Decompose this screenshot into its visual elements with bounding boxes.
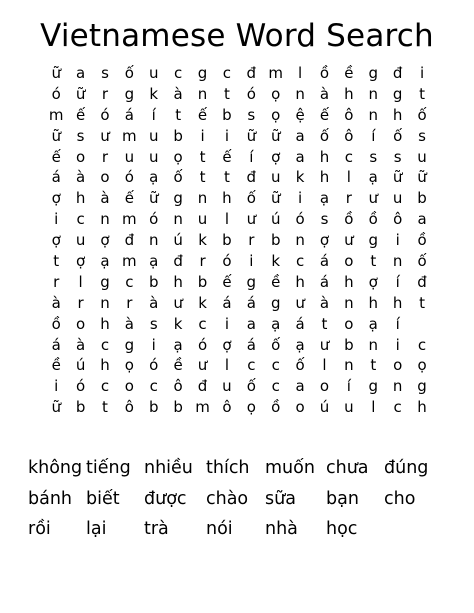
grid-cell[interactable]: s	[101, 64, 109, 82]
grid-cell[interactable]: ó	[100, 105, 110, 124]
grid-cell[interactable]: i	[224, 314, 230, 333]
grid-cell[interactable]: o	[100, 168, 110, 187]
grid-cell[interactable]: ạ	[319, 189, 330, 208]
grid-cell[interactable]: n	[295, 231, 305, 250]
grid-cell[interactable]: á	[246, 335, 256, 354]
grid-cell[interactable]: à	[149, 293, 159, 312]
grid-cell[interactable]: t	[102, 398, 108, 417]
grid-cell[interactable]: l	[346, 168, 351, 187]
grid-cell[interactable]: ó	[197, 335, 208, 354]
word-list-item: đúng	[384, 458, 429, 478]
grid-cell[interactable]: n	[295, 84, 305, 103]
grid-cell[interactable]: g	[368, 377, 379, 396]
word-list-item: nói	[206, 519, 233, 539]
grid-cell[interactable]: t	[321, 314, 328, 333]
grid-cell[interactable]: i	[54, 210, 59, 229]
grid-cell[interactable]: h	[295, 272, 305, 291]
grid-cell[interactable]: ồ	[271, 398, 281, 417]
grid-cell[interactable]: c	[149, 377, 158, 396]
grid-cell[interactable]: c	[393, 398, 402, 417]
grid-cell[interactable]: g	[368, 231, 379, 250]
grid-cell[interactable]: ô	[124, 398, 134, 417]
grid-cell[interactable]: ố	[124, 64, 134, 82]
grid-cell[interactable]: r	[53, 272, 60, 291]
grid-cell[interactable]: u	[124, 147, 135, 166]
grid-cell[interactable]: ạ	[100, 252, 110, 271]
grid-cell[interactable]: h	[173, 272, 183, 291]
grid-cell[interactable]: b	[173, 126, 183, 145]
grid-cell[interactable]: n	[100, 293, 110, 312]
grid-cell[interactable]: k	[198, 231, 207, 250]
grid-cell[interactable]: r	[248, 231, 255, 250]
grid-cell[interactable]: h	[100, 356, 110, 375]
grid-cell[interactable]: l	[298, 64, 303, 82]
grid-cell[interactable]: ợ	[271, 147, 281, 166]
grid-cell[interactable]: ó	[75, 377, 86, 396]
grid-cell[interactable]: t	[419, 84, 425, 103]
grid-cell[interactable]: i	[151, 335, 156, 354]
grid-cell[interactable]: c	[247, 356, 256, 375]
grid-cell[interactable]: t	[199, 147, 206, 166]
grid-cell[interactable]: o	[393, 356, 403, 375]
grid-cell[interactable]: đ	[173, 252, 183, 271]
grid-cell[interactable]: ô	[173, 377, 183, 396]
grid-cell[interactable]: ó	[222, 252, 232, 271]
grid-cell[interactable]: ữ	[51, 64, 61, 82]
grid-cell[interactable]: i	[224, 126, 230, 145]
grid-cell[interactable]: ế	[51, 147, 61, 166]
grid-cell[interactable]: ế	[124, 189, 134, 208]
grid-cell[interactable]: k	[149, 84, 159, 103]
grid-cell[interactable]: r	[77, 293, 84, 312]
grid-cell[interactable]: u	[149, 126, 159, 145]
word-list-item: bạn	[326, 488, 359, 509]
grid-cell[interactable]: ữ	[270, 189, 281, 208]
grid-cell[interactable]: g	[392, 84, 403, 103]
grid-cell[interactable]: ề	[51, 356, 61, 375]
grid-cell[interactable]: á	[124, 105, 134, 124]
grid-cell[interactable]: ọ	[271, 84, 281, 103]
grid-cell[interactable]: ô	[222, 398, 232, 417]
grid-cell[interactable]: ạ	[368, 168, 378, 187]
grid-cell[interactable]: ư	[368, 189, 379, 208]
grid-cell[interactable]: n	[368, 105, 379, 124]
grid-cell[interactable]: u	[344, 398, 354, 417]
grid-cell[interactable]: t	[53, 252, 60, 271]
grid-cell[interactable]: a	[295, 377, 305, 396]
grid-cell[interactable]: ư	[319, 335, 330, 354]
grid-cell[interactable]: n	[100, 210, 110, 229]
grid-cell[interactable]: á	[222, 293, 232, 312]
grid-cell[interactable]: h	[417, 398, 427, 417]
grid-cell[interactable]: à	[75, 335, 86, 354]
grid-cell[interactable]: g	[173, 189, 183, 208]
grid-cell[interactable]: t	[370, 252, 377, 271]
grid-cell[interactable]: h	[100, 314, 110, 333]
grid-cell[interactable]: ố	[246, 189, 256, 208]
word-list-item: nhà	[265, 519, 298, 539]
grid-cell[interactable]: n	[392, 252, 403, 271]
grid-cell[interactable]: g	[368, 64, 379, 82]
grid-cell[interactable]: ô	[344, 126, 354, 145]
grid-cell[interactable]: đ	[246, 168, 257, 187]
grid-cell[interactable]: ồ	[344, 210, 354, 229]
grid-cell[interactable]: s	[247, 105, 256, 124]
grid-cell[interactable]: ó	[295, 210, 305, 229]
grid-cell[interactable]: u	[417, 147, 427, 166]
grid-cell[interactable]: g	[246, 272, 257, 291]
grid-cell[interactable]: h	[319, 147, 330, 166]
grid-cell[interactable]: t	[370, 356, 377, 375]
grid-cell[interactable]: g	[124, 84, 135, 103]
grid-cell[interactable]: á	[319, 272, 330, 291]
grid-cell[interactable]: u	[149, 64, 159, 82]
grid-cell[interactable]: i	[249, 252, 254, 271]
grid-cell[interactable]: c	[417, 335, 427, 354]
grid-cell[interactable]: c	[295, 252, 305, 271]
grid-cell[interactable]: í	[249, 147, 254, 166]
grid-cell[interactable]: ế	[222, 272, 232, 291]
grid-cell[interactable]: u	[75, 231, 86, 250]
grid-cell[interactable]: c	[100, 335, 110, 354]
grid-cell[interactable]: i	[419, 64, 425, 82]
letter-grid	[44, 63, 434, 418]
grid-cell[interactable]: b	[417, 189, 427, 208]
grid-cell[interactable]: à	[319, 293, 330, 312]
grid-cell[interactable]: b	[197, 272, 208, 291]
grid-cell[interactable]: o	[75, 314, 86, 333]
grid-cell[interactable]: n	[344, 356, 354, 375]
grid-cell[interactable]: m	[268, 64, 284, 82]
grid-cell[interactable]: c	[125, 272, 134, 291]
grid-cell[interactable]: k	[173, 314, 183, 333]
grid-cell[interactable]: g	[270, 293, 281, 312]
grid-cell[interactable]: n	[197, 84, 208, 103]
grid-cell[interactable]: ó	[124, 168, 134, 187]
grid-cell[interactable]: ạ	[295, 335, 305, 354]
grid-cell[interactable]: ạ	[271, 314, 281, 333]
grid-cell[interactable]: n	[344, 293, 354, 312]
grid-cell[interactable]: a	[295, 126, 305, 145]
grid-cell[interactable]: ư	[197, 356, 208, 375]
word-list-item: không	[28, 458, 83, 478]
grid-cell[interactable]: t	[419, 293, 425, 312]
grid-cell[interactable]: ạ	[173, 335, 183, 354]
word-list-item: tiếng	[86, 458, 131, 478]
word-list	[28, 453, 439, 545]
grid-cell[interactable]: ữ	[149, 189, 159, 208]
grid-cell[interactable]: b	[75, 398, 86, 417]
grid-cell[interactable]: ố	[295, 356, 305, 375]
grid-cell[interactable]: c	[344, 147, 353, 166]
grid-cell[interactable]: o	[344, 252, 354, 271]
grid-cell[interactable]: ô	[344, 105, 354, 124]
grid-cell[interactable]: ọ	[271, 105, 281, 124]
grid-cell[interactable]: ạ	[149, 168, 159, 187]
grid-cell[interactable]: k	[198, 293, 207, 312]
grid-cell[interactable]: c	[271, 377, 280, 396]
grid-cell[interactable]: s	[149, 314, 158, 333]
grid-cell[interactable]: a	[295, 147, 305, 166]
grid-cell[interactable]: t	[175, 105, 182, 124]
word-list-item: được	[144, 488, 187, 509]
grid-cell[interactable]: h	[392, 293, 403, 312]
grid-cell[interactable]: n	[368, 84, 379, 103]
grid-cell[interactable]: ọ	[246, 398, 256, 417]
word-list-item: rồi	[28, 519, 51, 539]
grid-cell[interactable]: ó	[51, 84, 61, 103]
word-list-item: lại	[86, 519, 107, 539]
grid-cell[interactable]: ố	[173, 168, 183, 187]
grid-cell[interactable]: í	[395, 314, 400, 333]
grid-cell[interactable]: t	[199, 168, 206, 187]
grid-cell[interactable]: m	[122, 252, 137, 271]
grid-cell[interactable]: k	[295, 168, 305, 187]
grid-cell[interactable]: í	[371, 126, 376, 145]
grid-cell[interactable]: ợ	[100, 231, 110, 250]
grid-cell[interactable]: b	[222, 231, 232, 250]
grid-cell[interactable]: o	[319, 377, 330, 396]
grid-cell[interactable]: đ	[392, 64, 403, 82]
grid-cell[interactable]: c	[198, 314, 207, 333]
grid-cell[interactable]: ố	[271, 335, 281, 354]
grid-cell[interactable]: r	[126, 293, 133, 312]
grid-cell[interactable]: á	[246, 293, 256, 312]
grid-cell[interactable]: b	[270, 231, 281, 250]
grid-cell[interactable]: đ	[197, 377, 208, 396]
grid-cell[interactable]: ó	[149, 210, 159, 229]
grid-cell[interactable]: a	[246, 314, 256, 333]
grid-cell[interactable]: i	[395, 231, 400, 250]
grid-cell[interactable]: ợ	[368, 272, 378, 291]
grid-cell[interactable]: ữ	[75, 84, 86, 103]
grid-cell[interactable]: i	[298, 189, 303, 208]
grid-cell[interactable]: í	[151, 105, 156, 124]
grid-cell[interactable]: ọ	[417, 356, 427, 375]
word-list-item: sữa	[265, 488, 296, 509]
grid-cell[interactable]: c	[174, 64, 183, 82]
grid-cell[interactable]: á	[51, 168, 61, 187]
grid-cell[interactable]: ư	[344, 231, 354, 250]
grid-cell[interactable]	[410, 314, 434, 335]
word-list-item: học	[326, 519, 358, 539]
grid-cell[interactable]: h	[368, 293, 379, 312]
grid-cell[interactable]: í	[346, 377, 351, 396]
grid-cell[interactable]: c	[271, 356, 280, 375]
grid-cell[interactable]: o	[344, 314, 354, 333]
grid-cell[interactable]: h	[319, 168, 330, 187]
grid-cell[interactable]: ợ	[222, 335, 232, 354]
grid-cell[interactable]: đ	[124, 231, 135, 250]
grid-cell[interactable]: ư	[246, 210, 257, 229]
grid-cell[interactable]: đ	[417, 272, 427, 291]
grid-cell[interactable]: á	[51, 335, 61, 354]
grid-cell[interactable]: ế	[75, 105, 86, 124]
grid-cell[interactable]: i	[395, 335, 400, 354]
grid-cell[interactable]: ề	[344, 64, 354, 82]
grid-cell[interactable]: í	[395, 272, 400, 291]
grid-cell[interactable]: b	[344, 335, 354, 354]
grid-cell[interactable]: ố	[246, 377, 256, 396]
grid-cell[interactable]: c	[222, 64, 232, 82]
grid-cell[interactable]: u	[197, 210, 208, 229]
grid-cell[interactable]: ợ	[51, 189, 61, 208]
grid-cell[interactable]: h	[344, 272, 354, 291]
grid-cell[interactable]: ọ	[173, 147, 183, 166]
grid-cell[interactable]: u	[149, 147, 159, 166]
grid-cell[interactable]: o	[124, 377, 134, 396]
grid-cell[interactable]: h	[75, 189, 86, 208]
word-list-item: cho	[384, 488, 416, 509]
grid-cell[interactable]: l	[322, 356, 327, 375]
grid-cell[interactable]: à	[124, 314, 134, 333]
word-list-item: nhiều	[144, 458, 193, 478]
grid-cell[interactable]: u	[270, 168, 281, 187]
grid-cell[interactable]: m	[48, 105, 64, 124]
grid-cell[interactable]: ợ	[75, 252, 86, 271]
grid-cell[interactable]: ư	[100, 126, 110, 145]
grid-cell[interactable]: g	[197, 64, 208, 82]
grid-cell[interactable]: ư	[173, 293, 183, 312]
grid-cell[interactable]: b	[173, 398, 183, 417]
grid-cell[interactable]: á	[319, 252, 330, 271]
grid-cell[interactable]: ồ	[51, 314, 61, 333]
grid-cell[interactable]: ế	[222, 147, 232, 166]
grid-cell[interactable]: ó	[149, 356, 159, 375]
grid-cell[interactable]: ữ	[270, 126, 281, 145]
grid-cell[interactable]: s	[418, 126, 426, 145]
grid-cell[interactable]: l	[224, 210, 230, 229]
grid-cell[interactable]: i	[54, 377, 59, 396]
grid-cell[interactable]: u	[222, 377, 232, 396]
grid-cell[interactable]: ữ	[51, 126, 61, 145]
grid-cell[interactable]: m	[122, 210, 137, 229]
grid-cell[interactable]: n	[149, 231, 159, 250]
grid-cell[interactable]: ố	[393, 126, 403, 145]
grid-cell[interactable]: ệ	[295, 105, 305, 124]
grid-cell[interactable]: ồ	[417, 231, 427, 250]
grid-cell[interactable]: o	[295, 398, 305, 417]
grid-cell[interactable]: ú	[75, 356, 86, 375]
word-list-item: biết	[86, 488, 120, 509]
grid-cell[interactable]: ế	[197, 105, 208, 124]
grid-cell[interactable]: k	[271, 252, 281, 271]
grid-cell[interactable]: b	[148, 272, 159, 291]
grid-cell[interactable]: ạ	[368, 314, 378, 333]
grid-cell[interactable]: ợ	[51, 231, 61, 250]
grid-cell[interactable]: á	[295, 314, 305, 333]
grid-cell[interactable]: t	[223, 168, 230, 187]
grid-cell[interactable]: ề	[173, 356, 183, 375]
grid-cell[interactable]: s	[76, 126, 85, 145]
grid-cell[interactable]: b	[148, 398, 159, 417]
grid-cell[interactable]: ế	[319, 105, 330, 124]
word-list-item: chưa	[326, 458, 369, 478]
grid-cell[interactable]: c	[100, 377, 110, 396]
word-list-item: bánh	[28, 488, 73, 509]
grid-cell[interactable]: ồ	[319, 64, 330, 82]
grid-cell[interactable]: à	[173, 84, 183, 103]
grid-cell[interactable]: ô	[393, 210, 403, 229]
word-list-item: chào	[206, 488, 249, 509]
grid-cell[interactable]: h	[344, 84, 354, 103]
grid-cell[interactable]: n	[368, 335, 379, 354]
grid-cell[interactable]: à	[100, 189, 110, 208]
grid-cell[interactable]: s	[393, 147, 402, 166]
grid-cell[interactable]: ữ	[246, 126, 257, 145]
grid-cell[interactable]: t	[223, 84, 230, 103]
grid-cell[interactable]: s	[320, 210, 329, 229]
grid-cell[interactable]: u	[392, 189, 403, 208]
grid-cell[interactable]: ợ	[319, 231, 330, 250]
grid-cell[interactable]: r	[345, 189, 352, 208]
word-list-item: trà	[144, 519, 169, 539]
grid-cell[interactable]: l	[78, 272, 83, 291]
grid-cell[interactable]: g	[100, 272, 110, 291]
grid-cell[interactable]: h	[392, 105, 403, 124]
grid-cell[interactable]: ó	[246, 84, 256, 103]
grid-cell[interactable]: ồ	[368, 210, 378, 229]
grid-cell[interactable]: ạ	[149, 252, 159, 271]
grid-cell[interactable]: s	[369, 147, 378, 166]
grid-cell[interactable]: m	[195, 398, 210, 417]
grid-cell[interactable]: h	[222, 189, 232, 208]
grid-cell[interactable]: ữ	[392, 168, 403, 187]
grid-cell[interactable]: r	[101, 147, 109, 166]
grid-cell[interactable]: g	[417, 377, 427, 396]
grid-cell[interactable]: à	[75, 168, 86, 187]
grid-cell[interactable]: ú	[270, 210, 281, 229]
grid-cell[interactable]: ố	[417, 105, 427, 124]
grid-cell[interactable]: n	[392, 377, 403, 396]
grid-cell[interactable]: a	[417, 210, 427, 229]
grid-cell[interactable]: ố	[417, 252, 427, 271]
grid-cell[interactable]: ữ	[51, 398, 61, 417]
grid-cell[interactable]: à	[51, 293, 61, 312]
word-list-item: thích	[206, 458, 250, 478]
page-title: Vietnamese Word Search	[40, 18, 434, 54]
grid-cell[interactable]: g	[124, 335, 135, 354]
grid-cell[interactable]: m	[122, 126, 137, 145]
grid-cell[interactable]: l	[371, 398, 376, 417]
grid-cell[interactable]: n	[173, 210, 183, 229]
grid-cell[interactable]: a	[75, 64, 86, 82]
grid-cell[interactable]: o	[75, 147, 86, 166]
grid-cell[interactable]: ố	[319, 126, 330, 145]
grid-cell[interactable]: ề	[271, 272, 281, 291]
grid-cell[interactable]: n	[197, 189, 208, 208]
grid-cell[interactable]: i	[200, 126, 205, 145]
grid-cell[interactable]: r	[199, 252, 206, 271]
grid-cell[interactable]: ữ	[417, 168, 427, 187]
grid-cell[interactable]: l	[224, 356, 230, 375]
grid-cell[interactable]: ú	[319, 398, 330, 417]
grid-cell[interactable]: ọ	[124, 356, 134, 375]
word-list-item: muốn	[265, 458, 315, 478]
grid-cell[interactable]: c	[76, 210, 85, 229]
grid-cell[interactable]: ú	[173, 231, 183, 250]
grid-cell[interactable]: à	[319, 84, 330, 103]
grid-cell[interactable]: đ	[246, 64, 257, 82]
grid-cell[interactable]: ư	[295, 293, 305, 312]
grid-cell[interactable]: r	[101, 84, 109, 103]
grid-cell[interactable]: b	[222, 105, 232, 124]
